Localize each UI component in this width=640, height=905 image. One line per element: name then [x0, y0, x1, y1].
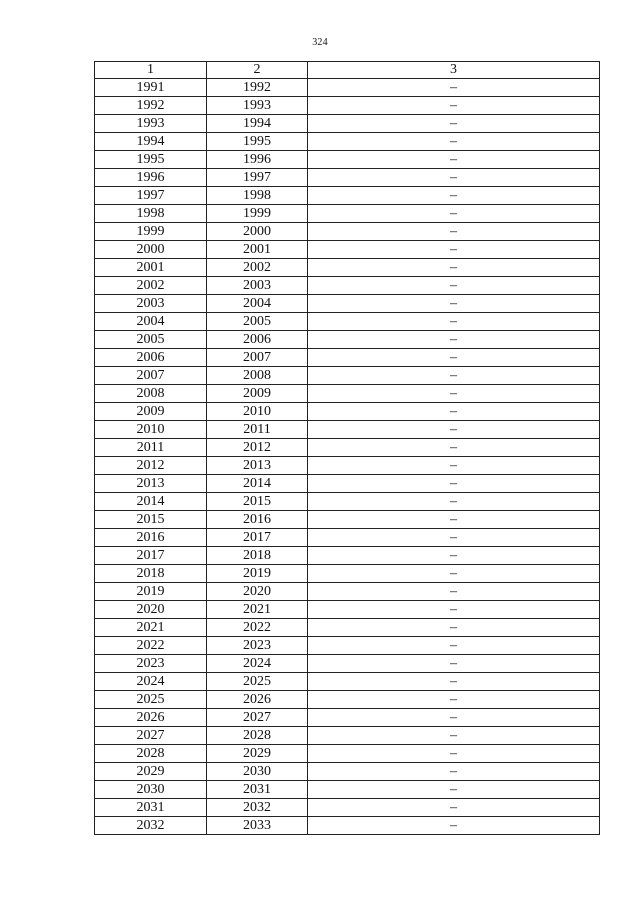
table-row	[95, 619, 600, 637]
table-cell-col-2: 2030	[207, 763, 308, 781]
table-cell-col-2: 2014	[207, 475, 308, 493]
table-row	[95, 655, 600, 673]
table-row	[95, 277, 600, 295]
table-row	[95, 529, 600, 547]
table-cell-col-2: 2017	[207, 529, 308, 547]
table-row	[95, 169, 600, 187]
table-cell-col-1: 2017	[95, 547, 207, 565]
table-cell-col-3: –	[308, 475, 600, 493]
table-cell-col-2: 2016	[207, 511, 308, 529]
table-cell-col-3: –	[308, 763, 600, 781]
table-cell-col-1: 2026	[95, 709, 207, 727]
table-cell-col-3: –	[308, 583, 600, 601]
page-number: 324	[312, 37, 328, 48]
table-cell-col-2: 2003	[207, 277, 308, 295]
table-cell-col-3: –	[308, 403, 600, 421]
table-cell-col-1: 1997	[95, 187, 207, 205]
table-cell-col-2: 2021	[207, 601, 308, 619]
table-cell-col-3: –	[308, 637, 600, 655]
table-cell-col-1: 2008	[95, 385, 207, 403]
table-cell-col-2: 2013	[207, 457, 308, 475]
table-row	[95, 709, 600, 727]
table-header-row	[95, 62, 600, 79]
table-row	[95, 727, 600, 745]
table-cell-col-3: –	[308, 547, 600, 565]
table-cell-col-1: 2022	[95, 637, 207, 655]
table-cell-col-2: 2011	[207, 421, 308, 439]
table-row	[95, 583, 600, 601]
table-row	[95, 493, 600, 511]
table-cell-col-1: 1994	[95, 133, 207, 151]
table-cell-col-3: –	[308, 601, 600, 619]
table-header	[95, 62, 600, 79]
table-cell-col-1: 2029	[95, 763, 207, 781]
table-row	[95, 349, 600, 367]
table-cell-col-2: 2019	[207, 565, 308, 583]
table-cell-col-1: 2011	[95, 439, 207, 457]
table-cell-col-2: 2028	[207, 727, 308, 745]
table-cell-col-2: 1992	[207, 79, 308, 97]
table-cell-col-2: 2029	[207, 745, 308, 763]
table-row	[95, 403, 600, 421]
table-cell-col-1: 2013	[95, 475, 207, 493]
table-cell-col-2: 1996	[207, 151, 308, 169]
table-cell-col-2: 2018	[207, 547, 308, 565]
table-row	[95, 187, 600, 205]
table-cell-col-1: 2031	[95, 799, 207, 817]
table-cell-col-3: –	[308, 133, 600, 151]
table-cell-col-1: 2024	[95, 673, 207, 691]
table-cell-col-2: 2012	[207, 439, 308, 457]
table-cell-col-3: –	[308, 97, 600, 115]
table-cell-col-3: –	[308, 673, 600, 691]
table-cell-col-3: –	[308, 169, 600, 187]
table-cell-col-1: 1991	[95, 79, 207, 97]
table-cell-col-2: 1994	[207, 115, 308, 133]
table-cell-col-1: 1993	[95, 115, 207, 133]
table-cell-col-1: 2006	[95, 349, 207, 367]
table-cell-col-3: –	[308, 727, 600, 745]
table-cell-col-3: –	[308, 709, 600, 727]
table-row	[95, 691, 600, 709]
table-cell-col-2: 2023	[207, 637, 308, 655]
table-cell-col-3: –	[308, 655, 600, 673]
table-cell-col-2: 1998	[207, 187, 308, 205]
table-row	[95, 673, 600, 691]
table-row	[95, 223, 600, 241]
table-cell-col-3: –	[308, 457, 600, 475]
table-cell-col-3: –	[308, 529, 600, 547]
table-row	[95, 79, 600, 97]
table-row	[95, 205, 600, 223]
table-cell-col-3: –	[308, 439, 600, 457]
table-cell-col-2: 1999	[207, 205, 308, 223]
table-body	[95, 79, 600, 835]
table-cell-col-2: 2000	[207, 223, 308, 241]
table-cell-col-1: 2003	[95, 295, 207, 313]
table-cell-col-3: –	[308, 493, 600, 511]
table-cell-col-1: 2030	[95, 781, 207, 799]
table-cell-col-1: 2020	[95, 601, 207, 619]
column-header-2: 2	[207, 62, 308, 79]
table-cell-col-3: –	[308, 277, 600, 295]
table-cell-col-3: –	[308, 691, 600, 709]
table-row	[95, 637, 600, 655]
table-cell-col-1: 2015	[95, 511, 207, 529]
table-cell-col-1: 2010	[95, 421, 207, 439]
table-row	[95, 295, 600, 313]
table-row	[95, 601, 600, 619]
table-cell-col-2: 2020	[207, 583, 308, 601]
table-row	[95, 97, 600, 115]
table-row	[95, 547, 600, 565]
table-row	[95, 421, 600, 439]
table-cell-col-1: 2032	[95, 817, 207, 835]
table-row	[95, 385, 600, 403]
table-row	[95, 457, 600, 475]
table-cell-col-3: –	[308, 781, 600, 799]
table-cell-col-2: 2027	[207, 709, 308, 727]
table-cell-col-1: 1999	[95, 223, 207, 241]
table-cell-col-3: –	[308, 817, 600, 835]
table-row	[95, 151, 600, 169]
table-cell-col-1: 2002	[95, 277, 207, 295]
table-cell-col-1: 2014	[95, 493, 207, 511]
table-cell-col-1: 1996	[95, 169, 207, 187]
table-cell-col-3: –	[308, 799, 600, 817]
table-cell-col-1: 2023	[95, 655, 207, 673]
table-row	[95, 439, 600, 457]
table-row	[95, 241, 600, 259]
table-cell-col-2: 2010	[207, 403, 308, 421]
table-cell-col-2: 2009	[207, 385, 308, 403]
table-cell-col-2: 2005	[207, 313, 308, 331]
column-header-1: 1	[95, 62, 207, 79]
table-cell-col-2: 1997	[207, 169, 308, 187]
table-cell-col-1: 2021	[95, 619, 207, 637]
table-cell-col-1: 2025	[95, 691, 207, 709]
table-cell-col-2: 2031	[207, 781, 308, 799]
table-row	[95, 817, 600, 835]
table-cell-col-3: –	[308, 187, 600, 205]
table-cell-col-3: –	[308, 385, 600, 403]
table-row	[95, 781, 600, 799]
table-row	[95, 511, 600, 529]
table-cell-col-2: 2025	[207, 673, 308, 691]
table-cell-col-3: –	[308, 115, 600, 133]
table-cell-col-2: 2007	[207, 349, 308, 367]
table-row	[95, 565, 600, 583]
table-cell-col-1: 2028	[95, 745, 207, 763]
table-cell-col-3: –	[308, 259, 600, 277]
table-cell-col-1: 2019	[95, 583, 207, 601]
table-cell-col-3: –	[308, 295, 600, 313]
table-cell-col-1: 2001	[95, 259, 207, 277]
table-cell-col-2: 2015	[207, 493, 308, 511]
table-cell-col-2: 2026	[207, 691, 308, 709]
table-cell-col-2: 2008	[207, 367, 308, 385]
table-cell-col-1: 1992	[95, 97, 207, 115]
table-cell-col-1: 2027	[95, 727, 207, 745]
table-cell-col-3: –	[308, 205, 600, 223]
table-row	[95, 763, 600, 781]
table-cell-col-2: 2001	[207, 241, 308, 259]
table-cell-col-3: –	[308, 79, 600, 97]
table-cell-col-1: 2007	[95, 367, 207, 385]
table-cell-col-1: 2016	[95, 529, 207, 547]
table-cell-col-2: 2006	[207, 331, 308, 349]
table-cell-col-3: –	[308, 511, 600, 529]
table-cell-col-2: 1995	[207, 133, 308, 151]
table-cell-col-3: –	[308, 223, 600, 241]
table-cell-col-2: 2024	[207, 655, 308, 673]
column-header-3: 3	[308, 62, 600, 79]
table-row	[95, 133, 600, 151]
table-cell-col-3: –	[308, 745, 600, 763]
table-cell-col-1: 2005	[95, 331, 207, 349]
table-row	[95, 331, 600, 349]
table-row	[95, 475, 600, 493]
table-cell-col-3: –	[308, 565, 600, 583]
table-row	[95, 745, 600, 763]
data-table	[94, 61, 600, 835]
table-cell-col-2: 2004	[207, 295, 308, 313]
table-cell-col-1: 1998	[95, 205, 207, 223]
table-cell-col-3: –	[308, 241, 600, 259]
table-row	[95, 259, 600, 277]
table-cell-col-3: –	[308, 151, 600, 169]
table-cell-col-2: 2033	[207, 817, 308, 835]
table-cell-col-2: 2022	[207, 619, 308, 637]
table-cell-col-1: 2018	[95, 565, 207, 583]
table-cell-col-2: 2002	[207, 259, 308, 277]
table-cell-col-1: 2009	[95, 403, 207, 421]
table-cell-col-2: 2032	[207, 799, 308, 817]
table-cell-col-2: 1993	[207, 97, 308, 115]
table-row	[95, 313, 600, 331]
table-cell-col-3: –	[308, 367, 600, 385]
table-row	[95, 799, 600, 817]
table-row	[95, 115, 600, 133]
table-cell-col-1: 2004	[95, 313, 207, 331]
table-cell-col-1: 2000	[95, 241, 207, 259]
table-cell-col-1: 2012	[95, 457, 207, 475]
table-cell-col-1: 1995	[95, 151, 207, 169]
table-cell-col-3: –	[308, 313, 600, 331]
table-cell-col-3: –	[308, 421, 600, 439]
table-cell-col-3: –	[308, 331, 600, 349]
table-cell-col-3: –	[308, 619, 600, 637]
table-row	[95, 367, 600, 385]
table-cell-col-3: –	[308, 349, 600, 367]
